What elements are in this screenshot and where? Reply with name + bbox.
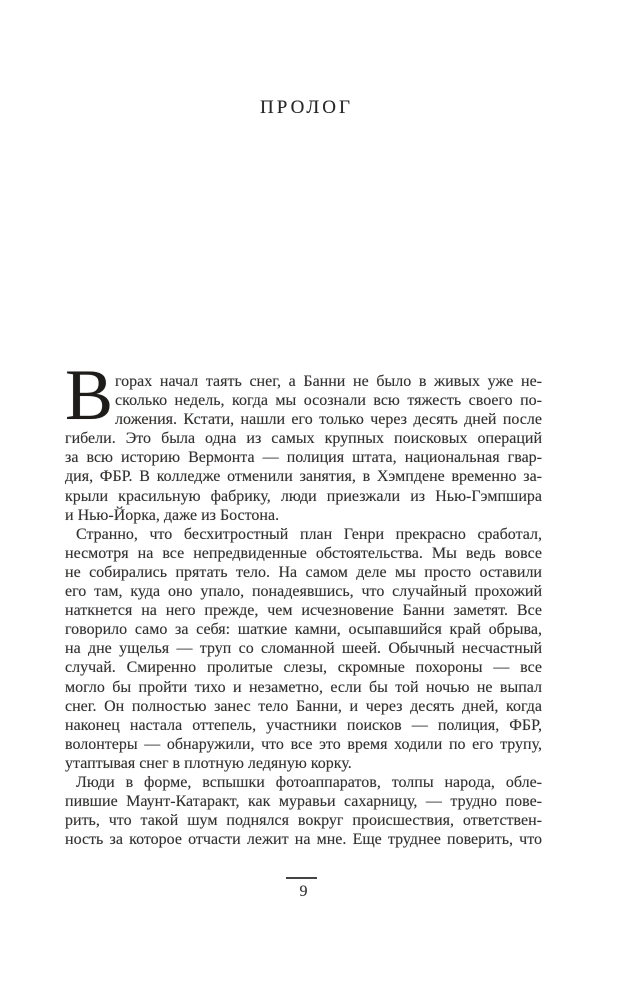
paragraph: [65, 372, 542, 525]
drop-cap: В: [65, 355, 114, 435]
text-line: случай. Смиренно пролитые слезы, скромные похороны — все: [65, 659, 542, 677]
text-line: утаптывая снег в плотную ледяную корку.: [65, 754, 352, 772]
text-line: горах начал таять снег, а Банни не было в живых уже не-: [115, 373, 542, 390]
text-line: за всю историю Вермонта — полиция штата, национальная гвар-: [65, 449, 542, 467]
text-line: гибели. Это была одна из самых крупных поисковых операций: [65, 430, 542, 448]
text-line: говорило само за себя: шаткие камни, осыпавшийся край обрыва,: [65, 621, 542, 639]
text-line: снег. Он полностью занес тело Банни, и через десять дней, когда: [65, 697, 542, 715]
text-line: Люди в форме, вспышки фотоаппаратов, толпы народа, обле-: [76, 773, 542, 791]
text-line: не собирались прятать тело. На самом деле мы просто оставили: [65, 563, 542, 581]
text-line: дия, ФБР. В колледже отменили занятия, в Хэмпдене временно за-: [65, 468, 542, 486]
text-line: могло бы пройти тихо и незаметно, если бы той ночью не выпал: [65, 678, 542, 696]
text-line: Странно, что бесхитростный план Генри прекрасно сработал,: [76, 525, 542, 543]
text-line: несмотря на все непредвиденные обстоятельства. Мы ведь вовсе: [65, 544, 542, 562]
text-line: наткнется на него прежде, чем исчезновение Банни заметят. Все: [65, 602, 542, 620]
text-line: ложения. Кстати, нашли его только через десять дней после: [115, 411, 542, 429]
chapter-title: ПРОЛОГ: [260, 97, 353, 118]
text-line: ность за которое отчасти лежит на мне. Еще труднее поверить, что: [65, 831, 542, 849]
text-line: и Нью-Йорка, даже из Бостона.: [65, 506, 280, 524]
text-line: рить, что такой шум поднялся вокруг происшествия, ответствен-: [65, 812, 542, 830]
text-line: крыли красильную фабрику, люди приезжали из Нью-Гэмпшира: [65, 487, 542, 505]
text-line: волонтеры — обнаружили, что все это время ходили по его трупу,: [65, 735, 542, 753]
text-line: на дне ущелья — труп со сломанной шеей. Обычный несчастный: [65, 640, 542, 658]
text-line: сколько недель, когда мы осознали всю тяжесть своего по-: [115, 392, 542, 410]
text-block: [65, 355, 542, 849]
paragraph: [65, 773, 542, 849]
text-line: пившие Маунт-Катаракт, как муравьи сахарницу, — трудно пове-: [65, 793, 542, 811]
paragraph: [65, 525, 542, 773]
footer-rule: [286, 877, 317, 879]
page-number: 9: [299, 883, 308, 900]
text-line: его там, куда оно упало, понадеявшись, что случайный прохожий: [65, 583, 542, 601]
text-lines: [65, 372, 542, 849]
text-line: наконец настала оттепель, участники поисков — полиция, ФБР,: [65, 716, 542, 734]
